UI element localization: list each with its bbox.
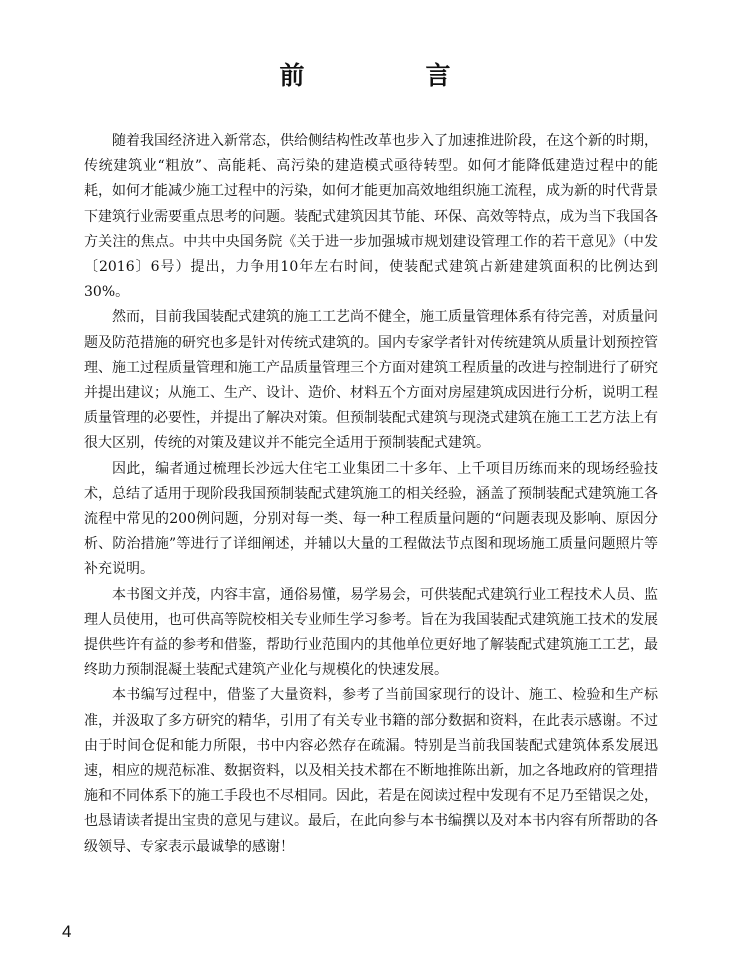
paragraph-2: 然而，目前我国装配式建筑的施工工艺尚不健全，施工质量管理体系有待完善，对质量问题及防范措施的研究也多是针对传统式建筑的。国内专家学者针对传统建筑从质量计划预控管理、施工过程质量管理和施工产品质量管理三个方面对建筑工程质量的改进与控制进行了研究并提出建议；从施工、生产、设计、造价、材料五个方面对房屋建筑成因进行分析，说明工程质量管理的必要性，并提出了解决对策。但预制装配式建筑与现浇式建筑在施工工艺方法上有很大区别，传统的对策及建议并不能完全适用于预制装配式建筑。: [84, 309, 658, 452]
page-number: 4: [62, 922, 72, 941]
paragraph-3: 因此，编者通过梳理长沙远大住宅工业集团二十多年、上千项目历练而来的现场经验技术，总结了适用于现阶段我国预制装配式建筑施工的相关经验，涵盖了预制装配式建筑施工各流程中常见的200例问题，分别对每一类、每一种工程质量问题的“问题表现及影响、原因分析、防治措施”等进行了详细阐述，并辅以大量的工程做法节点图和现场施工质量问题照片等补充说明。: [84, 460, 658, 578]
paragraph-4: 本书图文并茂，内容丰富，通俗易懂，易学易会，可供装配式建筑行业工程技术人员、监理人员使用，也可供高等院校相关专业师生学习参考。旨在为我国装配式建筑施工技术的发展提供些许有益的参考和借鉴，帮助行业范围内的其他单位更好地了解装配式建筑施工工艺，最终助力预制混凝土装配式建筑产业化与规模化的快速发展。: [84, 586, 658, 679]
paragraph-1: 随着我国经济进入新常态，供给侧结构性改革也步入了加速推进阶段，在这个新的时期，传统建筑业“粗放”、高能耗、高污染的建造模式亟待转型。如何才能降低建造过程中的能耗，如何才能减少施工过程中的污染，如何才能更加高效地组织施工流程，成为新的时代背景下建筑行业需要重点思考的问题。装配式建筑因其节能、环保、高效等特点，成为当下我国各方关注的焦点。中共中央国务院《关于进一步加强城市规划建设管理工作的若干意见》（中发〔2016〕6号）提出，力争用10年左右时间，使装配式建筑占新建建筑面积的比例达到30%。: [84, 133, 658, 301]
page-title: 前 言: [279, 61, 499, 90]
paragraph-5: 本书编写过程中，借鉴了大量资料，参考了当前国家现行的设计、施工、检验和生产标准，并汲取了多方研究的精华，引用了有关专业书籍的部分数据和资料，在此表示感谢。不过由于时间仓促和能力所限，书中内容必然存在疏漏。特别是当前我国装配式建筑体系发展迅速，相应的规范标准、数据资料，以及相关技术都在不断地推陈出新，加之各地政府的管理措施和不同体系下的施工手段也不尽相同。因此，若是在阅读过程中发现有不足乃至错误之处，也恳请读者提出宝贵的意见与建议。最后，在此向参与本书编撰以及对本书内容有所帮助的各级领导、专家表示最诚挚的感谢！: [84, 687, 658, 855]
preface-body: [84, 129, 658, 860]
